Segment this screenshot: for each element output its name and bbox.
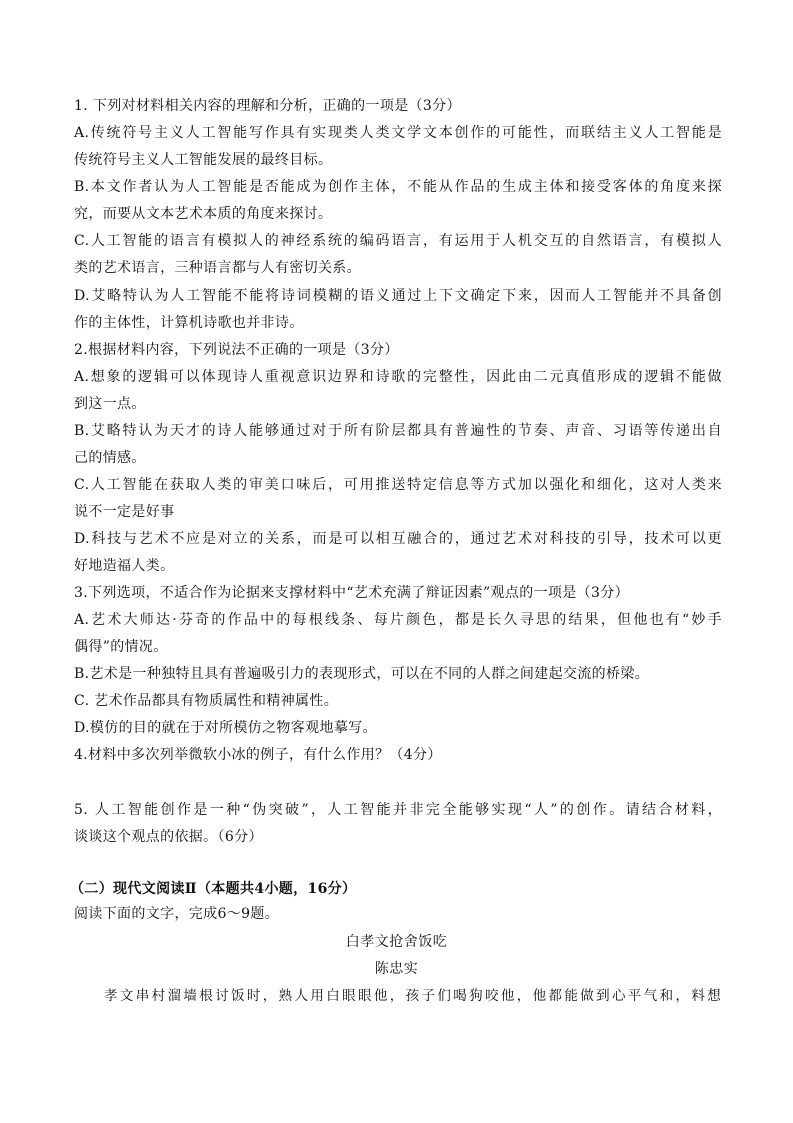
passage-first-line: 孝文串村溜墙根讨饭时，熟人用白眼眼他，孩子们喝狗咬他，他都能做到心平气和，料想 <box>104 988 722 1004</box>
q3-option-a-line1: A.艺术大师达·芬奇的作品中的每根线条、每片颜色，都是长久寻思的结果，但他也有“妙手 <box>74 612 722 628</box>
q2-option-d-line1: D.科技与艺术不应是对立的关系，而是可以相互融合的，通过艺术对科技的引导，技术可以更 <box>74 531 722 547</box>
q2-option-b-line1: B.艾略特认为天才的诗人能够通过对于所有阶层都具有普遍性的节奏、声音、习语等传递出自 <box>74 423 722 439</box>
q2-option-d-line2: 好地造福人类。 <box>74 558 175 574</box>
q2-option-a-line1: A.想象的逻辑可以体现诗人重视意识边界和诗歌的完整性，因此由二元真值形成的逻辑不能做 <box>74 369 722 385</box>
q1-option-c-line1: C.人工智能的语言有模拟人的神经系统的编码语言，有运用于人机交互的自然语言，有模拟人 <box>74 233 722 249</box>
q5-stem-line2: 谈谈这个观点的依据。（6分） <box>74 829 263 845</box>
q3-option-a-line2: 偶得”的情况。 <box>74 639 168 655</box>
q1-stem: 1. 下列对材料相关内容的理解和分析，正确的一项是（3分） <box>74 98 461 114</box>
q2-option-c-line1: C.人工智能在获取人类的审美口味后，可用推送特定信息等方式加以强化和细化，这对人类来 <box>74 477 722 493</box>
q3-stem: 3.下列选项，不适合作为论据来支撑材料中“艺术充满了辩证因素”观点的一项是（3分） <box>74 585 629 601</box>
q1-option-a-line1: A.传统符号主义人工智能写作具有实现类人类文学文本创作的可能性，而联结主义人工智能是 <box>74 125 722 141</box>
q1-option-a-line2: 传统符号主义人工智能发展的最终目标。 <box>74 152 333 168</box>
q1-option-c-line2: 类的艺术语言，三种语言都与人有密切关系。 <box>74 260 361 276</box>
section-heading: （二）现代文阅读Ⅱ（本题共4小题，16分） <box>70 881 357 897</box>
q1-option-b-line1: B.本文作者认为人工智能是否能成为创作主体，不能从作品的生成主体和接受客体的角度来探 <box>74 179 722 195</box>
passage-author: 陈忠实 <box>374 961 419 977</box>
q1-option-d-line2: 作的主体性，计算机诗歌也并非诗。 <box>74 315 304 331</box>
q1-option-d-line1: D.艾略特认为人工智能不能将诗词模糊的语义通过上下文确定下来，因而人工智能并不具备创 <box>74 288 722 304</box>
q2-option-c-line2: 说不一定是好事 <box>74 504 175 520</box>
q3-option-d: D.模仿的目的就在于对所模仿之物客观地摹写。 <box>74 720 377 736</box>
q3-option-b: B.艺术是一种独特且具有普遍吸引力的表现形式，可以在不同的人群之间建起交流的桥梁。 <box>74 666 650 682</box>
section-instruction: 阅读下面的文字，完成6～9题。 <box>74 906 280 922</box>
passage-title: 白孝文抢舍饭吃 <box>345 934 448 950</box>
q1-option-b-line2: 究，而要从文本艺术本质的角度来探讨。 <box>74 206 333 222</box>
q3-option-c: C. 艺术作品都具有物质属性和精神属性。 <box>74 693 339 709</box>
q4-stem: 4.材料中多次列举微软小冰的例子，有什么作用？（4分） <box>74 747 442 763</box>
q2-stem: 2.根据材料内容，下列说法不正确的一项是（3分） <box>74 342 399 358</box>
q5-stem-line1: 5. 人工智能创作是一种“伪突破”，人工智能并非完全能够实现“人”的创作。请结合材料， <box>74 802 722 818</box>
q2-option-a-line2: 到这一点。 <box>74 396 146 412</box>
q2-option-b-line2: 己的情感。 <box>74 450 146 466</box>
